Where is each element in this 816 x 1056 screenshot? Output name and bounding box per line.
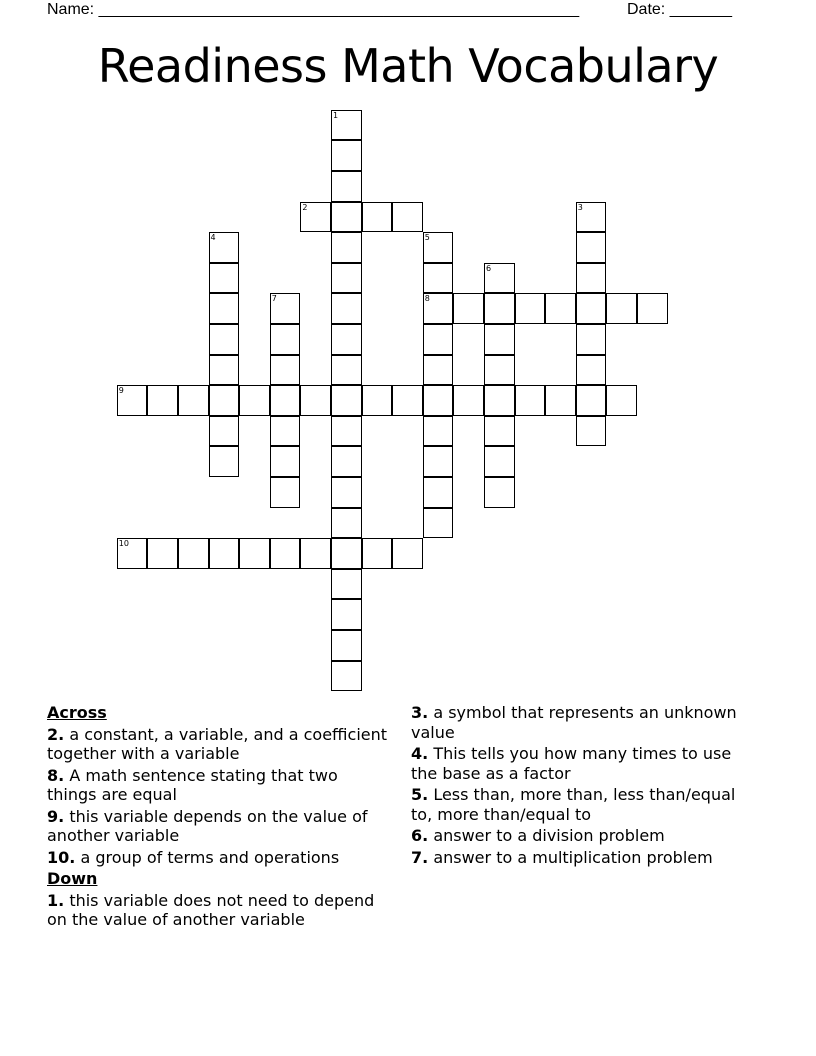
grid-cell[interactable] bbox=[331, 263, 362, 294]
grid-cell[interactable] bbox=[331, 355, 362, 386]
clue-number: 6 bbox=[485, 263, 492, 273]
clues-left-column bbox=[47, 703, 392, 932]
grid-cell[interactable] bbox=[209, 385, 240, 416]
grid-cell[interactable] bbox=[545, 385, 576, 416]
grid-cell[interactable] bbox=[331, 661, 362, 692]
grid-cell[interactable] bbox=[392, 385, 423, 416]
down-heading: Down bbox=[47, 869, 98, 888]
grid-cell[interactable] bbox=[423, 293, 454, 324]
clue-down-4: 4. This tells you how many times to use the base as a factor bbox=[411, 744, 732, 783]
grid-cell[interactable] bbox=[117, 385, 148, 416]
grid-cell[interactable] bbox=[209, 416, 240, 447]
grid-cell[interactable] bbox=[331, 416, 362, 447]
clue-number: 2 bbox=[302, 202, 308, 212]
grid-cell[interactable] bbox=[331, 508, 362, 539]
grid-cell[interactable] bbox=[576, 232, 607, 263]
grid-cell[interactable] bbox=[484, 355, 515, 386]
grid-cell[interactable] bbox=[423, 446, 454, 477]
clue-across-10: 10. a group of terms and operations bbox=[47, 847, 340, 867]
grid-cell[interactable] bbox=[331, 171, 362, 202]
grid-cell[interactable] bbox=[606, 385, 637, 416]
grid-cell[interactable] bbox=[209, 446, 240, 477]
clue-number: 10 bbox=[118, 539, 129, 549]
grid-cell[interactable] bbox=[331, 202, 362, 233]
date-field[interactable]: Date: _______ bbox=[627, 1, 732, 18]
clue-number: 9 bbox=[118, 386, 124, 396]
grid-cell[interactable] bbox=[606, 293, 637, 324]
grid-cell[interactable] bbox=[453, 293, 484, 324]
grid-cell[interactable] bbox=[331, 293, 362, 324]
clue-down-1: 1. this variable does not need to depend on the value of another variable bbox=[47, 890, 375, 929]
grid-cell[interactable] bbox=[331, 477, 362, 508]
grid-cell[interactable] bbox=[331, 446, 362, 477]
grid-cell[interactable] bbox=[209, 263, 240, 294]
clue-down-6: 6. answer to a division problem bbox=[411, 826, 665, 845]
grid-cell[interactable] bbox=[239, 538, 270, 569]
grid-cell[interactable] bbox=[423, 232, 454, 263]
grid-cell[interactable] bbox=[331, 232, 362, 263]
grid-cell[interactable] bbox=[484, 263, 515, 294]
grid-cell[interactable] bbox=[270, 324, 301, 355]
page-title: Readiness Math Vocabulary bbox=[97, 39, 719, 93]
grid-cell[interactable] bbox=[484, 477, 515, 508]
grid-cell[interactable] bbox=[331, 140, 362, 171]
clue-across-9: 9. this variable depends on the value of another variable bbox=[47, 806, 368, 845]
grid-cell[interactable] bbox=[209, 538, 240, 569]
grid-cell[interactable] bbox=[484, 324, 515, 355]
grid-cell[interactable] bbox=[209, 355, 240, 386]
clue-number: 7 bbox=[271, 294, 277, 304]
grid-cell[interactable] bbox=[270, 477, 301, 508]
grid-cell[interactable] bbox=[484, 416, 515, 447]
grid-cell[interactable] bbox=[423, 355, 454, 386]
grid-cell[interactable] bbox=[270, 385, 301, 416]
clue-number: 3 bbox=[577, 202, 583, 212]
grid-cell[interactable] bbox=[576, 263, 607, 294]
grid-cell[interactable] bbox=[453, 385, 484, 416]
grid-cell[interactable] bbox=[239, 385, 270, 416]
grid-cell[interactable] bbox=[178, 385, 209, 416]
grid-cell[interactable] bbox=[300, 202, 331, 233]
grid-cell[interactable] bbox=[423, 263, 454, 294]
across-heading: Across bbox=[47, 703, 107, 722]
clue-down-3: 3. a symbol that represents an unknown value bbox=[411, 703, 737, 742]
grid-cell[interactable] bbox=[362, 385, 393, 416]
grid-cell[interactable] bbox=[576, 324, 607, 355]
clue-down-7: 7. answer to a multiplication problem bbox=[411, 847, 713, 867]
clues-right-column bbox=[411, 703, 741, 869]
grid-cell[interactable] bbox=[331, 599, 362, 630]
grid-cell[interactable] bbox=[270, 416, 301, 447]
grid-cell[interactable] bbox=[270, 446, 301, 477]
grid-cell[interactable] bbox=[423, 385, 454, 416]
grid-cell[interactable] bbox=[576, 385, 607, 416]
clue-number: 5 bbox=[424, 233, 430, 243]
grid-cell[interactable] bbox=[209, 232, 240, 263]
grid-cell[interactable] bbox=[270, 293, 301, 324]
grid-cell[interactable] bbox=[270, 355, 301, 386]
grid-cell[interactable] bbox=[515, 385, 546, 416]
grid-cell[interactable] bbox=[515, 293, 546, 324]
grid-cell[interactable] bbox=[576, 416, 607, 447]
grid-cell[interactable] bbox=[392, 538, 423, 569]
clue-across-8: 8. A math sentence stating that two things are equal bbox=[47, 765, 338, 804]
name-field[interactable]: Name: ______________________________________________________ bbox=[47, 1, 580, 18]
grid-cell[interactable] bbox=[331, 630, 362, 661]
clue-number: 8 bbox=[424, 294, 430, 304]
grid-cell[interactable] bbox=[270, 538, 301, 569]
grid-cell[interactable] bbox=[392, 202, 423, 233]
grid-cell[interactable] bbox=[576, 202, 607, 233]
grid-cell[interactable] bbox=[423, 477, 454, 508]
grid-cell[interactable] bbox=[331, 110, 362, 141]
grid-cell[interactable] bbox=[178, 538, 209, 569]
grid-cell[interactable] bbox=[147, 385, 178, 416]
clue-number: 1 bbox=[332, 110, 339, 120]
grid-cell[interactable] bbox=[423, 508, 454, 539]
grid-cell[interactable] bbox=[209, 293, 240, 324]
grid-cell[interactable] bbox=[362, 538, 393, 569]
grid-cell[interactable] bbox=[147, 538, 178, 569]
grid-cell[interactable] bbox=[362, 202, 393, 233]
grid-cell[interactable] bbox=[484, 293, 515, 324]
grid-cell[interactable] bbox=[576, 355, 607, 386]
grid-cell[interactable] bbox=[423, 416, 454, 447]
grid-cell[interactable] bbox=[117, 538, 148, 569]
grid-cell[interactable] bbox=[300, 385, 331, 416]
grid-cell[interactable] bbox=[300, 538, 331, 569]
clue-down-5: 5. Less than, more than, less than/equal to, more than/equal to bbox=[411, 785, 736, 824]
grid-cell[interactable] bbox=[331, 385, 362, 416]
clue-number: 4 bbox=[210, 233, 216, 243]
grid-cell[interactable] bbox=[545, 293, 576, 324]
grid-cell[interactable] bbox=[423, 324, 454, 355]
grid-cell[interactable] bbox=[209, 324, 240, 355]
grid-cell[interactable] bbox=[637, 293, 668, 324]
grid-cell[interactable] bbox=[484, 385, 515, 416]
grid-cell[interactable] bbox=[331, 538, 362, 569]
grid-cell[interactable] bbox=[331, 569, 362, 600]
clue-across-2: 2. a constant, a variable, and a coefficient together with a variable bbox=[47, 724, 388, 763]
grid-cell[interactable] bbox=[484, 446, 515, 477]
grid-cell[interactable] bbox=[331, 324, 362, 355]
grid-cell[interactable] bbox=[576, 293, 607, 324]
